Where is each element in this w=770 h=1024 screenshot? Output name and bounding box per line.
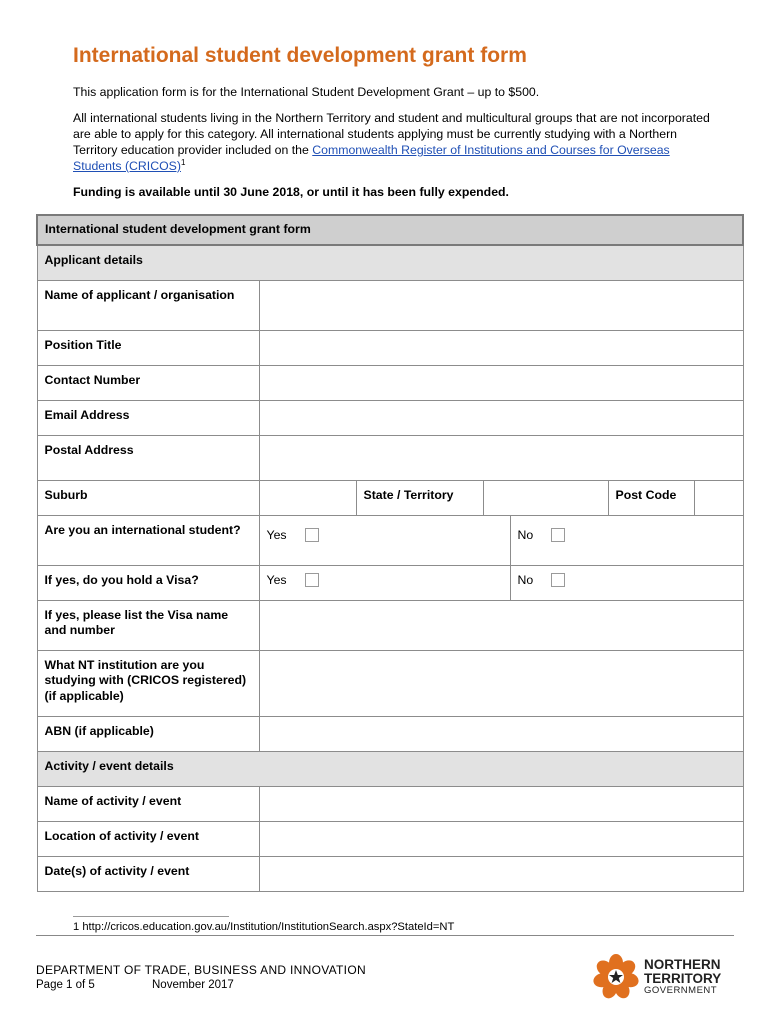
- visa-name-label: If yes, please list the Visa name and number: [37, 600, 259, 650]
- activity-location-label: Location of activity / event: [37, 821, 259, 856]
- visa-yes-label: Yes: [266, 572, 287, 587]
- activity-name-label: Name of activity / event: [37, 786, 259, 821]
- department-name: DEPARTMENT OF TRADE, BUSINESS AND INNOVATION: [36, 963, 366, 977]
- postal-address-field[interactable]: [259, 435, 743, 480]
- applicant-details-heading: Applicant details: [37, 245, 743, 280]
- international-no-checkbox[interactable]: [551, 528, 565, 542]
- visa-no-checkbox[interactable]: [551, 573, 565, 587]
- document-date: November 2017: [152, 979, 234, 991]
- suburb-field[interactable]: [259, 480, 356, 515]
- email-address-label: Email Address: [37, 400, 259, 435]
- international-student-label: Are you an international student?: [37, 515, 259, 565]
- footer-divider: [36, 935, 734, 936]
- page-title: International student development grant form: [73, 44, 527, 67]
- footnote: 1 http://cricos.education.gov.au/Institution/InstitutionSearch.aspx?StateId=NT: [73, 921, 455, 933]
- activity-details-heading: Activity / event details: [37, 751, 743, 786]
- logo-line-northern: NORTHERN: [644, 957, 721, 972]
- international-yes-checkbox[interactable]: [305, 528, 319, 542]
- email-address-field[interactable]: [259, 400, 743, 435]
- post-code-field[interactable]: [694, 480, 743, 515]
- institution-label: What NT institution are you studying with (CRICOS registered) (if applicable): [37, 650, 259, 716]
- international-no-cell: [510, 515, 743, 565]
- nt-government-logo: [592, 951, 738, 1003]
- visa-holder-label: If yes, do you hold a Visa?: [37, 565, 259, 600]
- suburb-label: Suburb: [37, 480, 259, 515]
- nt-flower-emblem-icon: [592, 953, 640, 1001]
- position-title-field[interactable]: [259, 330, 743, 365]
- page-info: [36, 979, 234, 991]
- post-code-label: Post Code: [608, 480, 694, 515]
- state-territory-label: State / Territory: [356, 480, 483, 515]
- intro-paragraph-2-text: All international students living in the Northern Territory and student and multicultural groups that are not incorporated are able to apply for this category. All international students applying must be currently studying with a Northern Territory education provider included on the: [73, 111, 710, 157]
- cricos-link[interactable]: Commonwealth Register of Institutions and Courses for Overseas Students (CRICOS): [73, 143, 670, 173]
- international-yes-cell: [259, 515, 510, 565]
- grant-form-table: [36, 214, 744, 892]
- activity-location-field[interactable]: [259, 821, 743, 856]
- funding-notice: Funding is available until 30 June 2018, or until it has been fully expended.: [73, 185, 509, 199]
- activity-dates-label: Date(s) of activity / event: [37, 856, 259, 891]
- position-title-label: Position Title: [37, 330, 259, 365]
- abn-field[interactable]: [259, 716, 743, 751]
- international-no-label: No: [517, 527, 534, 542]
- applicant-name-field[interactable]: [259, 280, 743, 330]
- intro-paragraph-2: [73, 110, 713, 174]
- intro-paragraph-1: This application form is for the International Student Development Grant – up to $500.: [73, 85, 540, 99]
- visa-name-field[interactable]: [259, 600, 743, 650]
- contact-number-label: Contact Number: [37, 365, 259, 400]
- applicant-name-label: Name of applicant / organisation: [37, 280, 259, 330]
- visa-no-cell: [510, 565, 743, 600]
- visa-no-label: No: [517, 572, 534, 587]
- page-number: Page 1 of 5: [36, 979, 95, 991]
- postal-address-label: Postal Address: [37, 435, 259, 480]
- international-yes-label: Yes: [266, 527, 287, 542]
- footnote-ref: 1: [180, 157, 186, 167]
- form-table-title: International student development grant form: [37, 215, 743, 245]
- logo-wordmark: [644, 958, 721, 996]
- state-territory-field[interactable]: [483, 480, 608, 515]
- logo-line-government: GOVERNMENT: [644, 985, 718, 996]
- footnote-separator: [73, 916, 229, 917]
- intro-section: [73, 84, 713, 210]
- contact-number-field[interactable]: [259, 365, 743, 400]
- visa-yes-cell: [259, 565, 510, 600]
- activity-name-field[interactable]: [259, 786, 743, 821]
- logo-line-territory: TERRITORY: [644, 971, 722, 986]
- abn-label: ABN (if applicable): [37, 716, 259, 751]
- visa-yes-checkbox[interactable]: [305, 573, 319, 587]
- institution-field[interactable]: [259, 650, 743, 716]
- activity-dates-field[interactable]: [259, 856, 743, 891]
